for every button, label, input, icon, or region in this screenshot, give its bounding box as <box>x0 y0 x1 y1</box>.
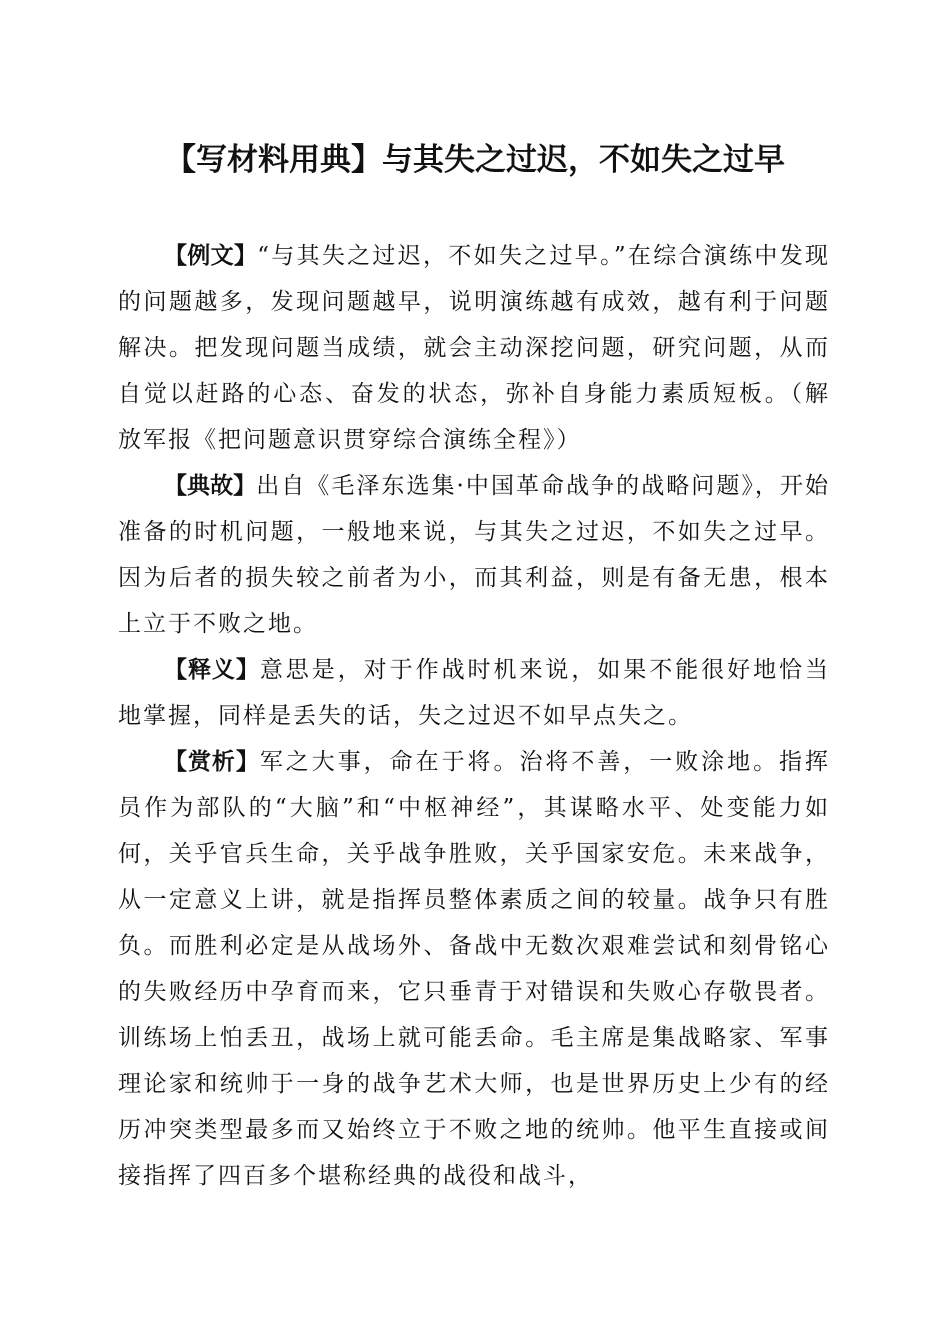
paragraph-tag: 【例文】 <box>164 242 258 269</box>
document-title: 【写材料用典】与其失之过迟，不如失之过早 <box>165 142 785 178</box>
paragraph-meaning <box>118 647 830 739</box>
paragraph-tag: 【释义】 <box>164 656 260 683</box>
paragraph-appreciation <box>118 739 830 1199</box>
paragraph-text: 军之大事，命在于将。治将不善，一败涂地。指挥员作为部队的“大脑”和“中枢神经”，其谋略水平、处变能力如何，关乎官兵生命，关乎战争胜败，关乎国家安危。未来战争，从一定意义上讲，就是指挥员整体素质之间的较量。战争只有胜负。而胜利必定是从战场外、备战中无数次艰难尝试和刻骨铭心的失败经历中孕育而来，它只垂青于对错误和失败心存敬畏者。训练场上怕丢丑，战场上就可能丢命。毛主席是集战略家、军事理论家和统帅于一身的战争艺术大师，也是世界历史上少有的经历冲突类型最多而又始终立于不败之地的统帅。他平生直接或间接指挥了四百多个堪称经典的战役和战斗， <box>118 749 831 1189</box>
paragraph-text: “与其失之过迟，不如失之过早。”在综合演练中发现的问题越多，发现问题越早，说明演练越有成效，越有利于问题解决。把发现问题当成绩，就会主动深挖问题，研究问题，从而自觉以赶路的心态、奋发的状态，弥补自身能力素质短板。（解放军报《把问题意识贯穿综合演练全程》） <box>118 243 830 453</box>
paragraph-text: 出自《毛泽东选集·中国革命战争的战略问题》，开始准备的时机问题，一般地来说，与其失之过迟，不如失之过早。因为后者的损失较之前者为小，而其利益，则是有备无患，根本上立于不败之地。 <box>118 473 831 637</box>
paragraph-tag: 【赏析】 <box>164 748 260 775</box>
document-body <box>118 233 830 1199</box>
paragraph-example <box>118 233 830 463</box>
paragraph-text: 意思是，对于作战时机来说，如果不能很好地恰当地掌握，同样是丢失的话，失之过迟不如早点失之。 <box>118 657 831 729</box>
paragraph-allusion <box>118 463 830 647</box>
paragraph-tag: 【典故】 <box>164 472 257 499</box>
